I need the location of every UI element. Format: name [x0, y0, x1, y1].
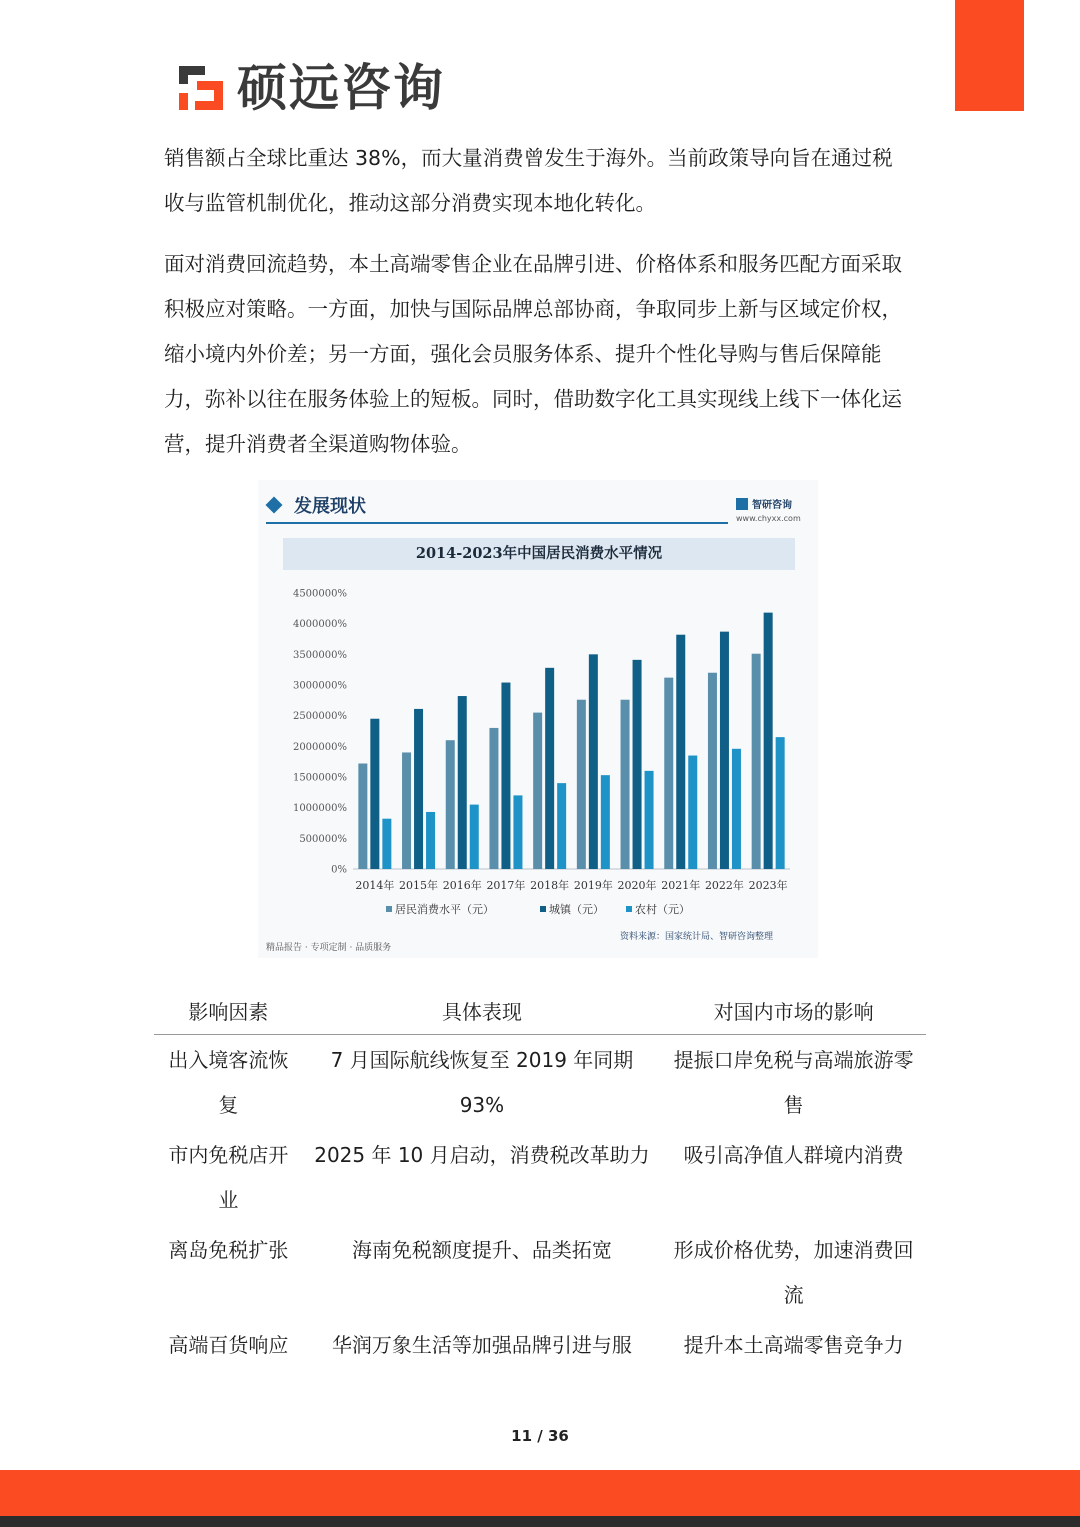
- bar-6-series-3: [601, 775, 610, 869]
- table-cell: 市内免税店开业: [168, 1143, 289, 1212]
- y-tick-label: 4500000%: [292, 588, 347, 600]
- body-paragraph-2: 面对消费回流趋势，本土高端零售企业在品牌引进、价格体系和服务匹配方面采取积极应对策略。一方面，加快与国际品牌总部协商，争取同步上新与区域定价权，缩小境内外价差；另一方面，强化会员服务体系、提升个性化导购与售后保障能力，弥补以往在服务体验上的短板。同时，借助数字化工具实现线上线下一体化运营，提升消费者全渠道购物体验。: [164, 252, 902, 456]
- x-tick-label: 2014年: [355, 879, 395, 892]
- bar-7-series-1: [621, 700, 630, 869]
- table-header-impact: 对国内市场的影响: [661, 986, 926, 1035]
- table-cell: 吸引高净值人群境内消费: [683, 1143, 904, 1167]
- chart-figure: [258, 480, 818, 958]
- y-tick-label: 1000000%: [292, 803, 347, 815]
- bar-4-series-2: [501, 683, 510, 869]
- chart-brand-url: www.chyxx.com: [736, 514, 801, 523]
- x-tick-label: 2017年: [486, 879, 526, 892]
- bar-6-series-2: [589, 654, 598, 869]
- y-tick-label: 0%: [331, 864, 347, 876]
- table-cell: 高端百货响应: [168, 1333, 289, 1357]
- bar-8-series-1: [664, 678, 673, 869]
- table-header-factor: 影响因素: [154, 986, 303, 1035]
- legend-swatch-3: [626, 906, 632, 912]
- y-tick-label: 3500000%: [292, 649, 347, 661]
- x-tick-label: 2023年: [748, 879, 788, 892]
- legend-label-2: 城镇（元）: [549, 903, 604, 916]
- legend-label-1: 居民消费水平（元）: [395, 903, 494, 916]
- bar-8-series-2: [676, 635, 685, 869]
- bar-chart: [258, 480, 818, 958]
- bar-2-series-2: [414, 709, 423, 869]
- bar-10-series-2: [764, 613, 773, 869]
- impact-factors-table: [154, 986, 926, 1370]
- bar-8-series-3: [688, 756, 697, 869]
- page-number: 11 / 36: [511, 1427, 569, 1445]
- bar-3-series-3: [470, 805, 479, 869]
- table-cell: 华润万象生活等加强品牌引进与服: [331, 1333, 632, 1357]
- y-tick-label: 500000%: [299, 833, 347, 845]
- y-tick-label: 1500000%: [292, 772, 347, 784]
- bar-4-series-1: [489, 728, 498, 869]
- bar-1-series-1: [358, 764, 367, 869]
- bar-5-series-1: [533, 713, 542, 869]
- brand-logo: [175, 60, 445, 116]
- legend-swatch-2: [540, 906, 546, 912]
- corner-accent-tab: [955, 0, 1024, 111]
- legend-label-3: 农村（元）: [635, 903, 690, 916]
- table-row: [154, 1130, 926, 1225]
- table-cell: 7 月国际航线恢复至 2019 年同期 93%: [330, 1048, 634, 1117]
- bar-9-series-1: [708, 673, 717, 869]
- chart-brand-name: 智研咨询: [752, 500, 792, 511]
- legend-swatch-1: [386, 906, 392, 912]
- bar-1-series-2: [370, 719, 379, 869]
- chart-section-title: 发展现状: [294, 496, 366, 517]
- x-tick-label: 2016年: [442, 879, 482, 892]
- body-paragraph-1: 销售额占全球比重达 38%，而大量消费曾发生于海外。当前政策导向旨在通过税收与监管机制优化，推动这部分消费实现本地化转化。: [164, 146, 893, 215]
- bar-3-series-2: [458, 696, 467, 869]
- x-tick-label: 2020年: [617, 879, 657, 892]
- bar-2-series-3: [426, 812, 435, 869]
- x-tick-label: 2021年: [661, 879, 701, 892]
- y-tick-label: 2500000%: [292, 711, 347, 723]
- table-header-row: [154, 986, 926, 1035]
- chart-source-note: 资料来源：国家统计局、智研咨询整理: [620, 932, 774, 942]
- x-tick-label: 2019年: [573, 879, 613, 892]
- table-row: [154, 1225, 926, 1320]
- table-cell: 离岛免税扩张: [168, 1238, 289, 1262]
- table-cell: 提振口岸免税与高端旅游零售: [673, 1048, 914, 1117]
- bar-3-series-1: [446, 740, 455, 869]
- bar-10-series-3: [776, 737, 785, 869]
- table-row: [154, 1320, 926, 1370]
- bar-10-series-1: [752, 654, 761, 869]
- bar-2-series-1: [402, 752, 411, 869]
- bar-4-series-3: [513, 795, 522, 869]
- chart-footer-tagline: 精品报告 · 专项定制 · 品质服务: [266, 943, 392, 953]
- footer-accent-bar: [0, 1470, 1080, 1516]
- bar-5-series-2: [545, 668, 554, 869]
- bar-9-series-3: [732, 749, 741, 869]
- bar-7-series-2: [633, 660, 642, 869]
- chart-title: 2014-2023年中国居民消费水平情况: [415, 545, 663, 562]
- bar-1-series-3: [382, 819, 391, 869]
- table-cell: 2025 年 10 月启动，消费税改革助力: [314, 1143, 650, 1167]
- bar-6-series-1: [577, 700, 586, 869]
- brand-logo-mark: [175, 62, 227, 114]
- y-tick-label: 4000000%: [292, 619, 347, 631]
- footer-dark-strip: [0, 1516, 1080, 1527]
- y-tick-label: 2000000%: [292, 741, 347, 753]
- x-tick-label: 2015年: [399, 879, 439, 892]
- table-header-details: 具体表现: [303, 986, 662, 1035]
- bar-5-series-3: [557, 783, 566, 869]
- table-cell: 提升本土高端零售竞争力: [683, 1333, 904, 1357]
- bar-7-series-3: [645, 771, 654, 869]
- x-tick-label: 2022年: [704, 879, 744, 892]
- table-row: [154, 1035, 926, 1131]
- table-cell: 形成价格优势，加速消费回流: [673, 1238, 914, 1307]
- table-cell: 出入境客流恢复: [168, 1048, 289, 1117]
- table-cell: 海南免税额度提升、品类拓宽: [351, 1238, 612, 1262]
- brand-name: 硕远咨询: [237, 59, 445, 117]
- y-tick-label: 3000000%: [292, 680, 347, 692]
- bar-9-series-2: [720, 632, 729, 869]
- x-tick-label: 2018年: [530, 879, 570, 892]
